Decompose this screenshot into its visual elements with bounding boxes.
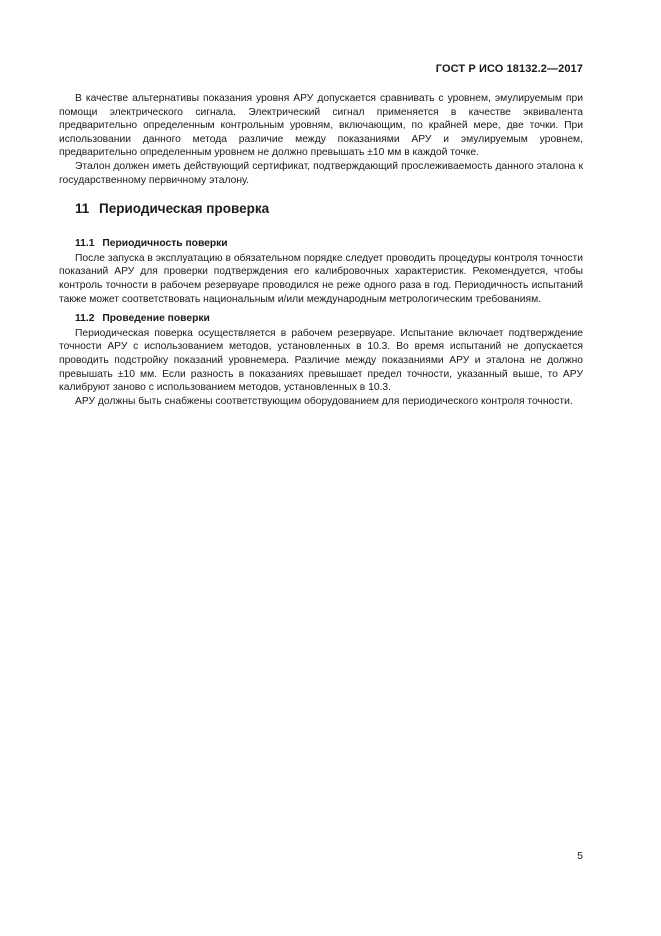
section-title: Периодическая проверка — [99, 201, 270, 217]
subsection-11-1-paragraph: После запуска в эксплуатацию в обязательном порядке следует проводить процедуры контроля точности показаний АРУ для проверки подтверждения его калибровочных характеристик. Рекомендуется, чтобы контроль точности в рабочем резервуаре проводился не реже одного раза в год. Периодичность испытаний также может соответствовать национальным и/или международным метрологическим требованиям. — [59, 252, 583, 305]
subsection-number: 11.2 — [75, 313, 95, 325]
subsection-11-2-paragraph-1: Периодическая поверка осуществляется в рабочем резервуаре. Испытание включает подтверждение точности АРУ с использованием методов, установленных в 10.3. Во время испытаний не допускается проводить подстройку показаний уровнемера. Различие между показаниями АРУ и эталона не должно превышать ±10 мм. Если разность в показаниях превышает предел точности, указанный выше, то АРУ калибруют заново с использованием методов, установленных в 10.3. — [59, 327, 583, 394]
intro-paragraph-2: Эталон должен иметь действующий сертификат, подтверждающий прослеживаемость данного эталона к государственному первичному эталону. — [59, 160, 583, 186]
intro-paragraph-1: В качестве альтернативы показания уровня АРУ допускается сравнивать с уровнем, эмулируемым при помощи электрического сигнала. Электрический сигнал применяется в качестве эквивалента предварительно определенным контрольным уровням, включающим, по крайней мере, две точки. При использовании данного метода различие между показаниями АРУ и эмулируемым уровнем, предварительно определенным уровнем не должно превышать ±10 мм в каждой точке. — [59, 93, 583, 159]
document-id-header: ГОСТ Р ИСО 18132.2—2017 — [435, 63, 583, 75]
subsection-11-2-paragraph-2: АРУ должны быть снабжены соответствующим оборудованием для периодического контроля точности. — [75, 395, 573, 407]
subsection-title: Периодичность поверки — [102, 238, 228, 250]
section-heading — [75, 201, 583, 225]
subsection-heading-11-2 — [75, 312, 583, 326]
subsection-title: Проведение поверки — [102, 313, 210, 325]
page-content — [59, 92, 583, 408]
subsection-heading-11-1 — [75, 237, 583, 251]
subsection-number: 11.1 — [75, 238, 95, 250]
page-number: 5 — [577, 850, 583, 862]
section-number: 11 — [75, 201, 90, 217]
